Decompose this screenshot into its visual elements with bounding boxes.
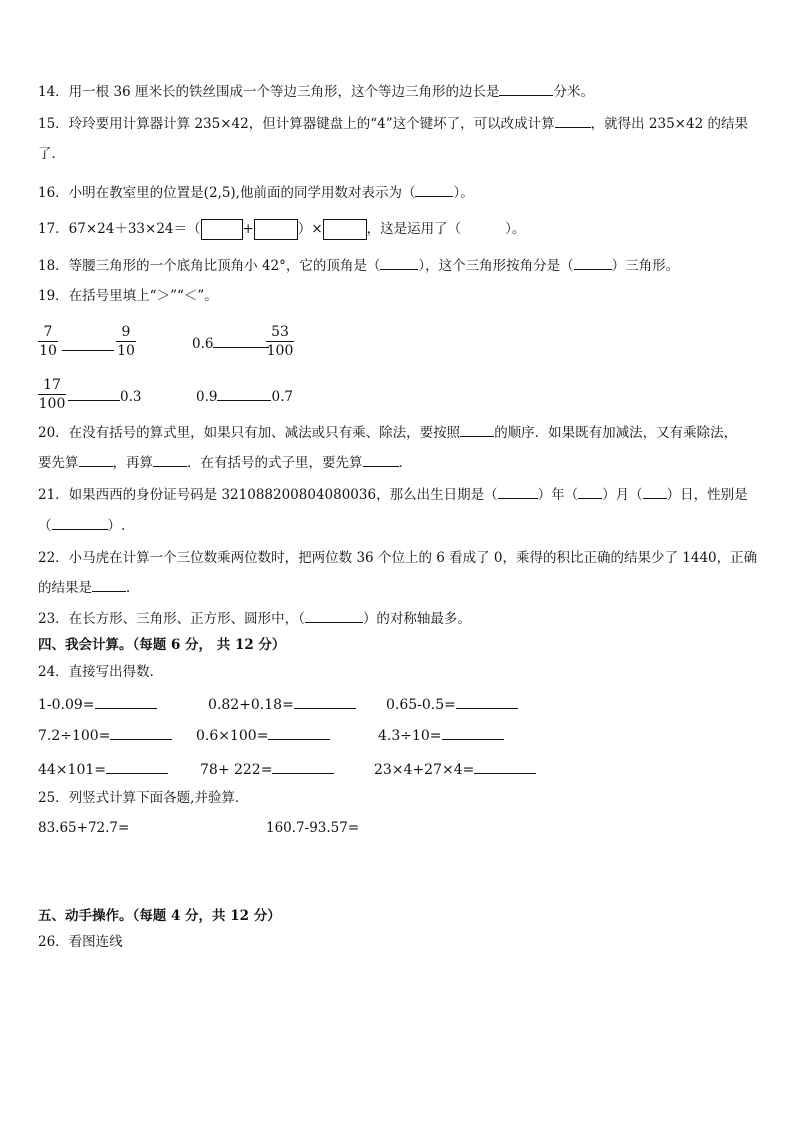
compare-blank[interactable] bbox=[68, 388, 120, 401]
answer-blank[interactable] bbox=[643, 486, 667, 499]
plus-sign: + bbox=[242, 221, 254, 237]
question-14 bbox=[38, 83, 594, 101]
answer-blank[interactable] bbox=[498, 486, 538, 499]
question-14-unit: 分米。 bbox=[553, 84, 594, 100]
fraction: 53 100 bbox=[266, 324, 294, 359]
question-17-head: 17．67×24＋33×24＝（ bbox=[38, 221, 201, 237]
answer-box[interactable] bbox=[201, 219, 243, 240]
compare-item: 0.3 bbox=[68, 388, 141, 405]
question-25: 25．列竖式计算下面各题,并验算． bbox=[38, 790, 249, 806]
answer-blank[interactable] bbox=[272, 760, 334, 774]
answer-blank[interactable] bbox=[574, 257, 612, 270]
question-22: 22．小马虎在计算一个三位数乘两位数时，把两位数 36 个位上的 6 看成了 0，乘得的积比正确的结果少了 1440，正确 bbox=[38, 550, 758, 566]
answer-blank[interactable] bbox=[92, 579, 126, 592]
answer-blank[interactable] bbox=[363, 454, 399, 467]
calc-item: 4.3÷10= bbox=[378, 726, 504, 744]
compare-blank[interactable] bbox=[62, 338, 114, 351]
answer-blank[interactable] bbox=[474, 760, 536, 774]
question-16 bbox=[38, 184, 474, 202]
answer-blank[interactable] bbox=[415, 184, 453, 197]
fraction: 9 10 bbox=[117, 324, 135, 359]
calc-item: 1-0.09= bbox=[38, 695, 157, 713]
fraction: 17 100 bbox=[38, 377, 66, 412]
vertical-calc-item: 160.7-93.57= bbox=[266, 820, 360, 836]
calc-item: 44×101= bbox=[38, 760, 168, 778]
answer-blank[interactable] bbox=[110, 726, 172, 740]
compare-blank[interactable] bbox=[217, 388, 271, 401]
section-4-title: 四、我会计算。（每题 6 分， 共 12 分） bbox=[38, 637, 286, 653]
vertical-calc-item: 83.65+72.7= bbox=[38, 820, 130, 836]
question-17-tail: ，这是运用了（ bbox=[366, 221, 462, 237]
question-14-text: 14．用一根 36 厘米长的铁丝围成一个等边三角形，这个等边三角形的边长是 bbox=[38, 84, 500, 100]
compare-blank[interactable] bbox=[213, 335, 269, 348]
answer-blank[interactable] bbox=[460, 424, 494, 437]
compare-item: 0.6 bbox=[192, 335, 269, 352]
calc-item: 0.6×100= bbox=[196, 726, 330, 744]
question-15-tail: ，就得出 235×42 的结果 bbox=[590, 116, 748, 132]
answer-blank[interactable] bbox=[268, 726, 330, 740]
answer-blank[interactable] bbox=[380, 257, 418, 270]
answer-blank[interactable] bbox=[555, 115, 591, 128]
question-18-mid: ），这个三角形按角分是（ bbox=[418, 258, 574, 274]
question-17-end: ）。 bbox=[505, 221, 526, 237]
question-16-tail: ）。 bbox=[453, 185, 474, 201]
question-21-line2: （ ）. bbox=[38, 518, 126, 534]
question-23: 23．在长方形、三角形、正方形、圆形中，（ ）的对称轴最多。 bbox=[38, 611, 471, 627]
question-15-text: 15．玲玲要用计算器计算 235×42，但计算器键盘上的“4”这个键坏了，可以改成计算 bbox=[38, 116, 555, 132]
question-18-head: 18．等腰三角形的一个底角比顶角小 42°，它的顶角是（ bbox=[38, 258, 381, 274]
fraction: 7 10 bbox=[39, 324, 57, 359]
answer-blank[interactable] bbox=[305, 610, 363, 623]
answer-blank[interactable] bbox=[153, 454, 187, 467]
answer-blank[interactable] bbox=[499, 83, 553, 96]
answer-blank[interactable] bbox=[52, 517, 108, 530]
answer-blank[interactable] bbox=[456, 695, 518, 709]
times-sign: ）× bbox=[297, 221, 323, 237]
calc-item: 0.65-0.5= bbox=[386, 695, 518, 713]
question-17 bbox=[38, 218, 525, 240]
answer-blank[interactable] bbox=[79, 454, 113, 467]
calc-item: 78+ 222= bbox=[200, 760, 334, 778]
question-20-line2: 要先算 ，再算 ．在有括号的式子里，要先算 ． bbox=[38, 455, 412, 471]
question-26: 26．看图连线 bbox=[38, 934, 123, 950]
calc-item: 7.2÷100= bbox=[38, 726, 172, 744]
question-20: 20．在没有括号的算式里，如果只有加、减法或只有乘、除法，要按照 的顺序．如果既有加减法，又有乘除法， bbox=[38, 425, 738, 441]
question-18-tail: ）三角形。 bbox=[611, 258, 680, 274]
calc-item: 0.82+0.18= bbox=[208, 695, 356, 713]
question-22-line2: 的结果是 ． bbox=[38, 580, 140, 596]
question-21: 21．如果西西的身份证号码是 321088200804080036，那么出生日期是（ ）年（ ）月（ ）日，性别是 bbox=[38, 487, 748, 503]
section-5-title: 五、动手操作。（每题 4 分，共 12 分） bbox=[38, 908, 281, 924]
answer-blank[interactable] bbox=[106, 760, 168, 774]
answer-blank[interactable] bbox=[442, 726, 504, 740]
answer-box[interactable] bbox=[254, 219, 298, 240]
question-15 bbox=[38, 115, 748, 133]
question-16-text: 16．小明在教室里的位置是(2,5),他前面的同学用数对表示为（ bbox=[38, 185, 416, 201]
answer-blank[interactable] bbox=[578, 486, 602, 499]
question-18 bbox=[38, 257, 679, 275]
answer-blank[interactable] bbox=[95, 695, 157, 709]
answer-blank[interactable] bbox=[294, 695, 356, 709]
question-24: 24．直接写出得数． bbox=[38, 664, 164, 680]
question-19: 19．在括号里填上“＞”“＜”。 bbox=[38, 288, 218, 304]
compare-item: 0.9 0.7 bbox=[196, 389, 293, 405]
answer-box[interactable] bbox=[323, 219, 367, 240]
calc-item: 23×4+27×4= bbox=[374, 760, 536, 778]
question-15-line2: 了． bbox=[38, 146, 65, 162]
